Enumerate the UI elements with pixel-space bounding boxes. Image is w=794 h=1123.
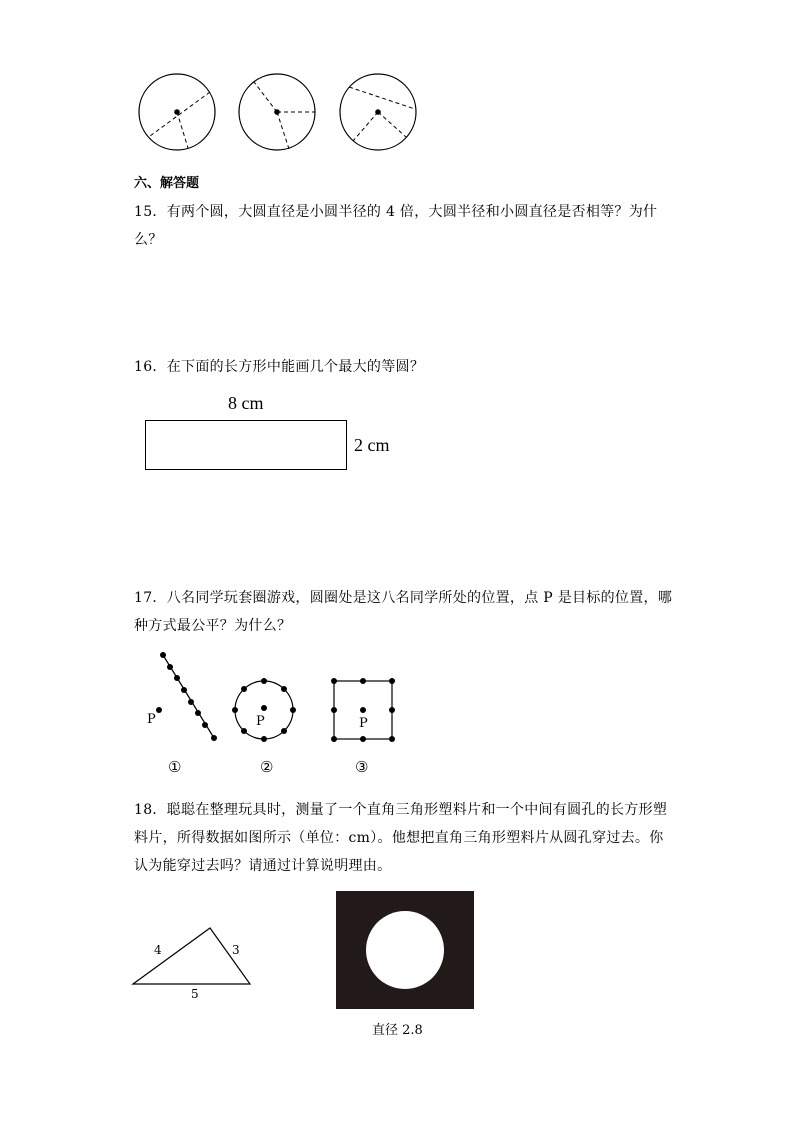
triangle-side-4: 4 bbox=[154, 943, 162, 957]
question-15: 15．有两个圆，大圆直径是小圆半径的 4 倍，大圆半径和小圆直径是否相等？为什么？ bbox=[134, 204, 658, 248]
option-1-label: ① bbox=[168, 758, 182, 776]
circular-hole bbox=[366, 911, 444, 989]
point-label-1: P bbox=[147, 712, 156, 727]
section-title: 六、解答题 bbox=[134, 176, 200, 191]
triangle-side-5: 5 bbox=[191, 987, 199, 1001]
option-2-label: ② bbox=[260, 758, 274, 776]
point-label-3: P bbox=[359, 716, 368, 731]
question-16: 16．在下面的长方形中能画几个最大的等圆？ bbox=[134, 359, 425, 375]
plate-with-hole bbox=[336, 891, 474, 1009]
option-3-label: ③ bbox=[355, 758, 369, 776]
triangle-side-3: 3 bbox=[232, 943, 240, 957]
hole-diameter-caption: 直径 2.8 bbox=[372, 1023, 423, 1038]
question-18: 18．聪聪在整理玩具时，测量了一个直角三角形塑料片和一个中间有圆孔的长方形塑料片，所得数据如图所示（单位：cm）。他想把直角三角形塑料片从圆孔穿过去。你认为能穿过去吗？请通过计算说明理由。 bbox=[134, 802, 668, 874]
triangle-figure bbox=[130, 920, 260, 995]
point-label-2: P bbox=[256, 714, 265, 729]
rectangle-height-label: 2 cm bbox=[354, 435, 390, 455]
rectangle-figure bbox=[145, 420, 347, 470]
circles-figure bbox=[130, 70, 430, 160]
question-17: 17．八名同学玩套圈游戏，圆圈处是这八名同学所处的位置，点 P 是目标的位置，哪种方式最公平？为什么？ bbox=[134, 590, 673, 634]
rectangle-width-label: 8 cm bbox=[228, 393, 264, 413]
